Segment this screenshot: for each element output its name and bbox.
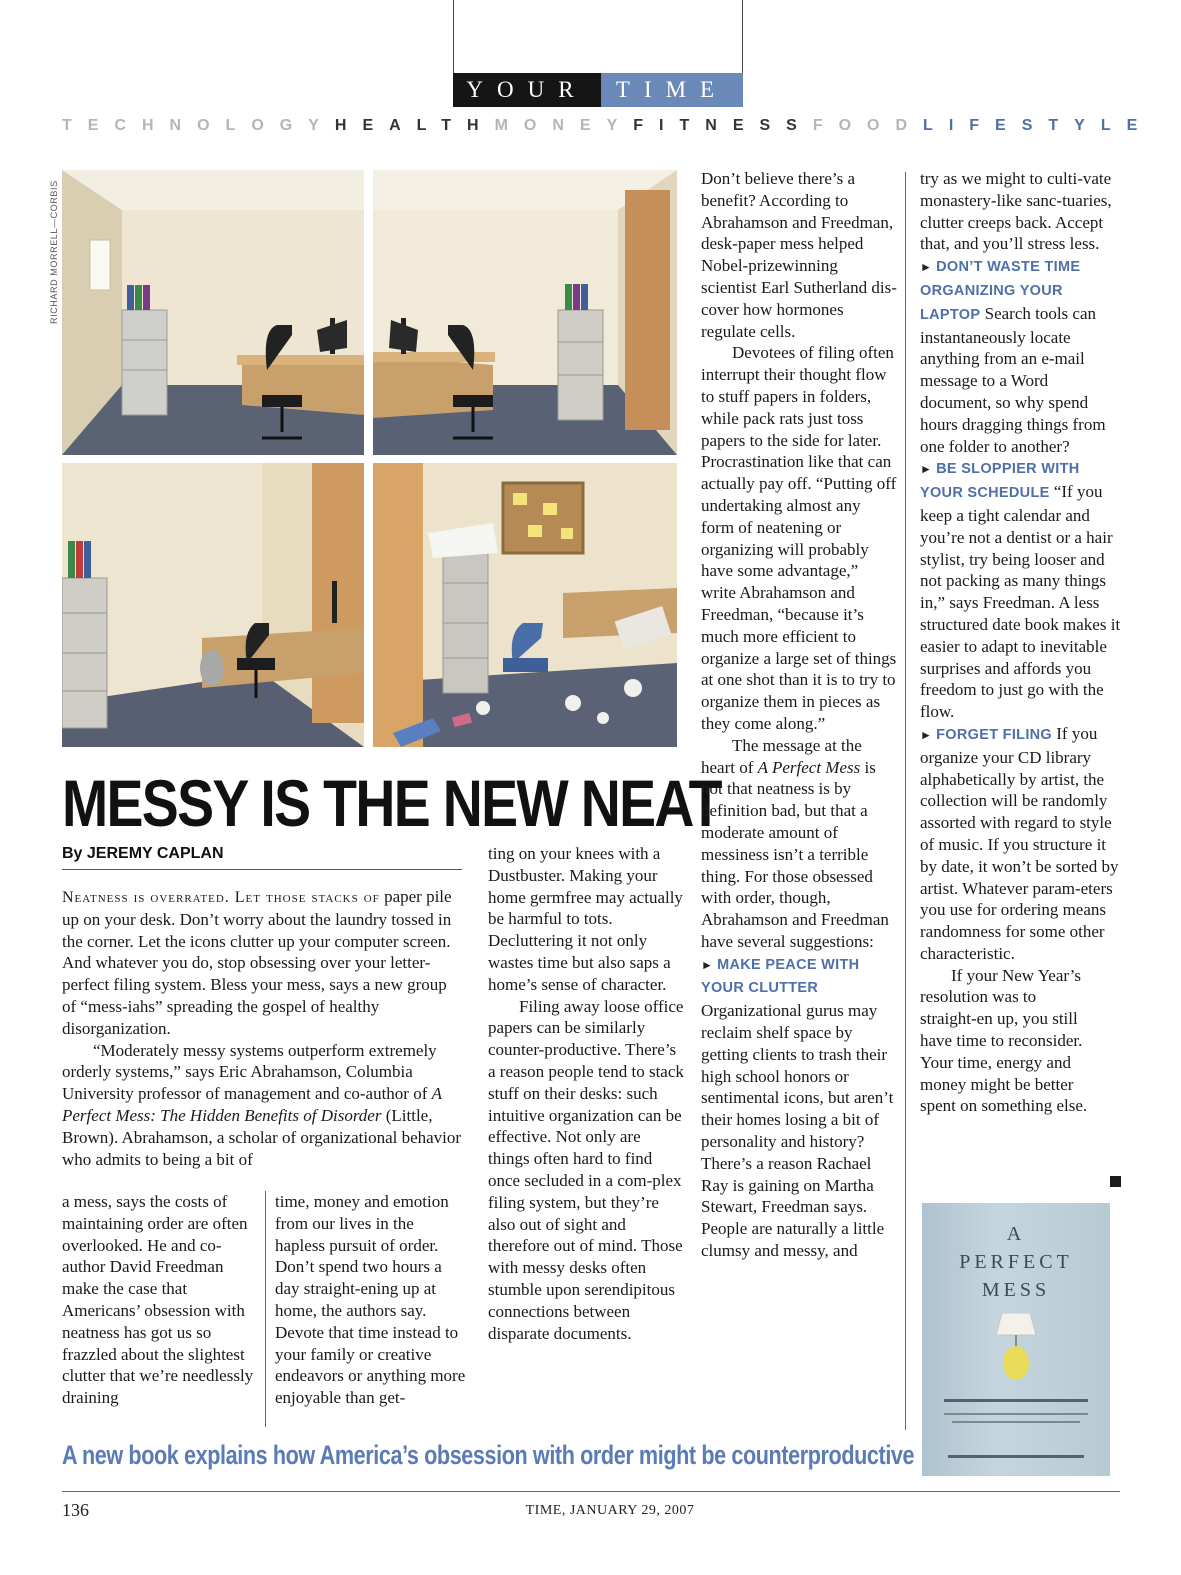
column-2	[275, 1191, 467, 1431]
tip-body-schedule: “If you keep a tight calendar and you’re not a dentist or a hair stylist, try being looser and not packing as many things in,” says Freedman. A less structured date book makes it easier to adapt to inevitable surprises and affords you freedom to just go with the flow.	[920, 482, 1121, 722]
deck-subhead: A new book explains how America’s obsession with order might be counterproductive	[62, 1440, 915, 1470]
section-nav	[62, 117, 1154, 143]
quote-text: “Moderately messy systems outperform extremely orderly systems,” says Eric Abrahamson, Columbia University professor of management and co-author of	[62, 1040, 437, 1104]
book-cover-rule	[944, 1399, 1088, 1402]
tip-heading-filing: FORGET FILING	[936, 726, 1053, 743]
office-photo-top-left	[62, 170, 364, 455]
book-cover-rule	[952, 1421, 1080, 1423]
column-2-text: time, money and emotion from our lives in the hapless pursuit of order. Don’t spend two hours a day straight-ening up at home, the authors say. Devote that time instead to your family or creative endeavors or anything more enjoyable than get-	[275, 1192, 466, 1408]
column-4-text-2: Devotees of filing often interrupt their thought flow to stuff papers in folders, while pack rats just toss papers to the side for later. Procrastination like that can actually pay off. “Putting off undertaking almost any form of neatening or organizing will probably have some advantage,” write Abrahamson and Freedman, “because it’s much more efficient to organize a large set of things at one shot than it is to try to organize them in pieces as they come along.”	[701, 343, 897, 733]
column-3-text: ting on your knees with a Dustbuster. Making your home germfree may actually be harmful to tots. Decluttering it not only wastes time but also saps a home’s sense of character.	[488, 844, 683, 994]
byline: By JEREMY CAPLAN	[62, 845, 224, 862]
section-label-your: YOUR	[453, 73, 601, 107]
tip-heading-laptop: DON’T WASTE TIME ORGANIZING YOUR LAPTOP	[920, 259, 1081, 323]
column-4-text: Don’t believe there’s a benefit? According to Abrahamson and Freedman, desk-paper mess helped Nobel-prizewinning scientist Earl Sutherland dis-cover how hormones regulate cells.	[701, 169, 897, 341]
tip-body-laptop: Search tools can instantaneously locate anything from an e-mail message to a Word document, so why spend hours dragging things from one folder to another?	[920, 303, 1106, 456]
book-cover-rule	[948, 1455, 1084, 1458]
triangle-bullet-icon: ►	[920, 727, 932, 742]
book-cover-title-a: A	[1006, 1223, 1026, 1245]
column-4	[701, 168, 897, 1430]
lead-paragraphs	[62, 886, 462, 1174]
tip-body-clutter: Organizational gurus may reclaim shelf space by getting clients to trash their high school honors or sentimental icons, but aren’t their homes losing a bit of personality and history? There’s a reason Rachael Ray is gaining on Martha Stewart, Freedman says. People are naturally a little clumsy and messy, and	[701, 1001, 894, 1261]
nav-fitness[interactable]: FITNESS	[633, 117, 813, 134]
book-title-inline: A Perfect Mess	[757, 757, 861, 777]
closing-paragraph: If your New Year’s resolution was to straight-en up, you still have time to reconsider. Your time, energy and money might be better spent on something else.	[920, 965, 1088, 1116]
column-5-text: try as we might to culti-vate monastery-like sanc-tuaries, clutter creeps back. Accept that, and you’ll stress less.	[920, 169, 1112, 254]
byline-rule	[62, 869, 462, 870]
column-5	[920, 168, 1122, 1198]
nav-lifestyle[interactable]: LIFESTYLE	[923, 117, 1154, 134]
tip-heading-clutter: MAKE PEACE WITH YOUR CLUTTER	[701, 956, 860, 997]
office-photo-bottom-right-messy	[373, 463, 677, 747]
column-3-text-2: Filing away loose office papers can be similarly counter-productive. There’s a reason people tend to stack stuff on their desks: such intuitive organization can be effective. Not only are things often hard to find once secluded in a com-plex filing system, but they’re also out of sight and therefore out of mind. Those with messy desks often stumble upon serendipitous connections between disparate documents.	[488, 996, 684, 1343]
book-cover-title-mess: MESS	[981, 1279, 1051, 1301]
headline: MESSY IS THE NEW NEAT	[62, 766, 721, 840]
column-4-text-4: is not that neatness is by definition bad, but that a moderate amount of messiness isn’t a terrible thing. For those obsessed with order, though, Abrahamson and Freedman have several suggestions:	[701, 757, 889, 951]
nav-health[interactable]: HEALTH	[334, 117, 495, 134]
nav-money[interactable]: MONEY	[494, 117, 634, 134]
lamp-icon	[988, 1313, 1044, 1383]
nav-food[interactable]: FOOD	[812, 117, 924, 134]
photo-credit: RICHARD MORRELL—CORBIS	[49, 180, 59, 324]
section-label-time: TIME	[601, 73, 743, 107]
column-4-text-3: The message at the heart of	[701, 735, 862, 777]
issue-date: TIME, JANUARY 29, 2007	[525, 1503, 695, 1518]
page-number: 136	[62, 1500, 89, 1520]
book-cover	[922, 1203, 1110, 1476]
nav-technology[interactable]: TECHNOLOGY	[62, 117, 335, 134]
quote-text-cont: (Little, Brown). Abrahamson, a scholar of organizational behavior who admits to being a bit of	[62, 1105, 462, 1169]
footer-rule	[62, 1491, 1120, 1492]
tip-body-filing: If you organize your CD library alphabetically by artist, the collection will be randomly assorted with regard to style of music. If you structure it by date, it won’t be sorted by artist. Whatever param-eters you use for ordering means randomness for some other characteristic.	[920, 723, 1119, 963]
triangle-bullet-icon: ►	[920, 462, 932, 477]
column-1	[62, 1191, 257, 1431]
column-3	[488, 843, 684, 1433]
tip-heading-schedule: BE SLOPPIER WITH YOUR SCHEDULE	[920, 461, 1080, 502]
book-title: A Perfect Mess: The Hidden Benefits of Disorder	[62, 1084, 442, 1125]
column-divider	[265, 1191, 266, 1427]
lead-small-caps: Neatness is overrated. Let those stacks of	[62, 889, 380, 906]
office-photo-bottom-left	[62, 463, 364, 747]
lead-text: paper pile up on your desk. Don’t worry about the laundry tossed in the corner. Let the icons clutter up your computer screen. And whatever you do, stop obsessing over your letter-perfect filing system. Bless your mess, says a new group of “mess-iahs” spreading the gospel of healthy disorganization.	[62, 887, 452, 1038]
triangle-bullet-icon: ►	[701, 957, 713, 972]
header-box	[453, 0, 743, 80]
triangle-bullet-icon: ►	[920, 260, 932, 275]
book-cover-rule	[944, 1413, 1088, 1415]
end-mark-icon	[1110, 1176, 1121, 1187]
office-photo-top-right	[373, 170, 677, 455]
column-1-text: a mess, says the costs of maintaining order are often overlooked. He and co-author David Freedman make the case that Americans’ obsession with neatness has got us so frazzled about the slightest clutter that we’re needlessly draining	[62, 1192, 254, 1408]
book-cover-title-perfect: PERFECT	[959, 1251, 1073, 1273]
column-divider	[905, 172, 906, 1430]
